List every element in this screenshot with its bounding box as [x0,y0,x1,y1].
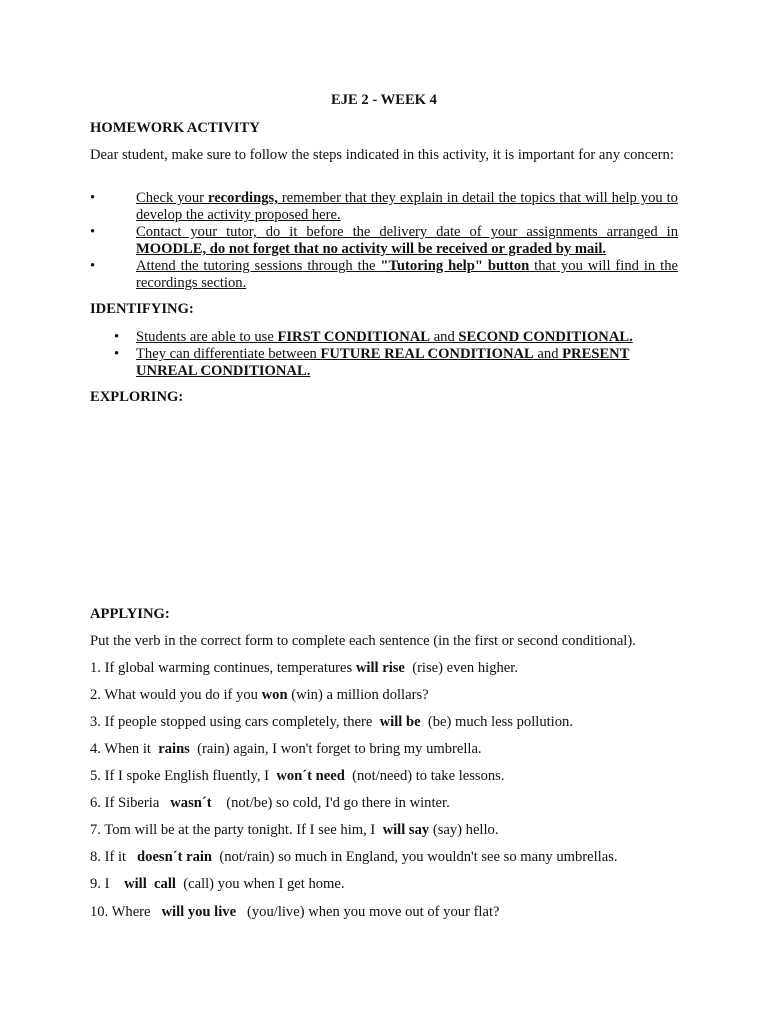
bullet: • [90,190,96,206]
objective-text: They can differentiate between FUTURE REAL CONDITIONAL and PRESENT UNREAL CONDITIONAL. [136,346,630,379]
exercise-sentence: 5. If I spoke English fluently, I won´t need (not/need) to take lessons. [90,768,505,784]
bullet: • [90,224,96,240]
answer: doesn´t rain [137,849,213,865]
answer: will say [382,822,430,838]
exercise-sentence: 8. If it doesn´t rain (not/rain) so much in England, you wouldn't see so many umbrellas. [90,849,618,865]
instruction-text: Put the verb in the correct form to complete each sentence (in the first or second conditional). [90,633,636,649]
homework-heading: HOMEWORK ACTIVITY [90,120,260,136]
answer: won [261,687,288,703]
exercise-sentence: 6. If Siberia wasn´t (not/be) so cold, I'd go there in winter. [90,795,450,811]
bullet: • [114,346,120,362]
exercise-sentence: 9. I will call (call) you when I get home. [90,876,345,892]
answer: rains [158,741,190,757]
applying-heading: APPLYING: [90,606,170,622]
step-text: Check your recordings, remember that they explain in detail the topics that will help you to develop the activity proposed here. [136,190,678,223]
exercise-sentence: 10. Where will you live (you/live) when you move out of your flat? [90,904,500,920]
bullet: • [114,329,120,345]
exercise-sentence: 4. When it rains (rain) again, I won't forget to bring my umbrella. [90,741,482,757]
document-title: EJE 2 - WEEK 4 [331,92,437,108]
answer: will you live [161,904,237,920]
exercise-sentence: 3. If people stopped using cars completely, there will be (be) much less pollution. [90,714,573,730]
step-text: Contact your tutor, do it before the delivery date of your assignments arranged in MOODLE, do not forget that no activity will be received or graded by mail. [136,224,678,257]
document-page [90,0,678,1024]
exploring-heading: EXPLORING: [90,389,184,405]
exercise-sentence: 7. Tom will be at the party tonight. If I see him, I will say (say) hello. [90,822,499,838]
answer: will rise [355,660,405,676]
answer: will be [379,714,421,730]
step-text: Attend the tutoring sessions through the "Tutoring help" button that you will find in the recordings section. [136,258,678,291]
answer: will call [124,876,176,892]
answer: wasn´t [170,795,212,811]
objective-text: Students are able to use FIRST CONDITIONAL and SECOND CONDITIONAL. [136,329,633,345]
exercise-sentence: 1. If global warming continues, temperatures will rise (rise) even higher. [90,660,518,676]
exercise-sentence: 2. What would you do if you won (win) a million dollars? [90,687,429,703]
answer: won´t need [276,768,345,784]
bullet: • [90,258,96,274]
identifying-heading: IDENTIFYING: [90,301,194,317]
intro-paragraph: Dear student, make sure to follow the steps indicated in this activity, it is important for any concern: [90,147,674,163]
